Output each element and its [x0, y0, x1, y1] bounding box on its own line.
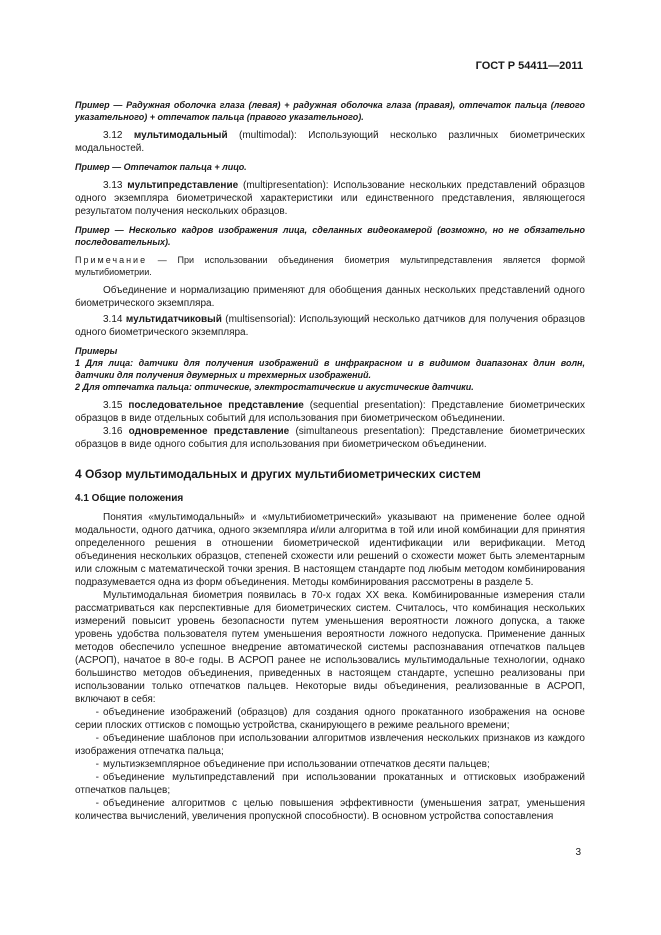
term-text: (multipresentation): Использование нескольких представлений образцов одного экземпляра биометрической характеристики или единственного представления, являющегося результатом получения нескольких образцов.: [75, 180, 585, 217]
note-label: Примечание: [75, 255, 148, 265]
term-name: мультидатчиковый: [125, 314, 222, 325]
example-text: Пример — Радужная оболочка глаза (левая) + радужная оболочка глаза (правая), отпечаток пальца (левого указательного) + отпечаток пальца (правого указательного).: [75, 100, 585, 122]
note-text: — При использовании объединения биометрия мультипредставления является формой мультибиометрии.: [75, 255, 585, 277]
list-item-text: объединение шаблонов при использовании алгоритмов извлечения нескольких признаков из каждого изображения отпечатка пальца;: [75, 733, 585, 757]
list-dash: -: [95, 798, 99, 809]
example-text: Пример — Отпечаток пальца + лицо.: [75, 162, 247, 172]
list-dash: -: [95, 772, 99, 783]
paragraph: Мультимодальная биометрия появилась в 70-х годах XX века. Комбинированные измерения стали рассматриваться как перспективные для биометрических систем. Считалось, что комбинация нескольких измерений повысит уровень безопасности путем уменьшения вероятности ложного допуска, а также уровень удобства пользователя путем уменьшения вероятности ложного недопуска. Применение данных методов обеспечило успешное внедрение автоматической системы распознавания отпечатков пальцев (АСРОП), начатое в 80-е годы. В АСРОП ранее не использовались мультимодальные технологии, однако большинство методов объединения, приведенных в настоящем стандарте, успешно реализованы при использовании только отпечатков пальцев. Некоторые виды объединения, реализованные в АСРОП, включают в себя:: [75, 590, 585, 705]
term-name: мультипредставление: [127, 180, 239, 191]
page-number: 3: [575, 847, 581, 858]
term-definition-3-16: [75, 425, 585, 451]
term-number: 3.16: [103, 426, 123, 437]
term-text: (sequential presentation): Представление биометрических образцов в виде отдельных событий для использования при биометрическом объединении.: [75, 400, 585, 424]
paragraph: Объединение и нормализацию применяют для обобщения данных нескольких представлений одного биометрического экземпляра.: [75, 285, 585, 309]
term-number: 3.12: [103, 130, 123, 141]
term-definition-3-12: [75, 129, 585, 155]
example-item: 1 Для лица: датчики для получения изображений в инфракрасном и в видимом диапазонах длин волн, датчики для получения двумерных и трехмерных изображений.: [75, 358, 585, 380]
list-item-text: объединение мультипредставлений при использовании прокатанных и оттисковых изображений отпечатков пальцев;: [75, 772, 585, 796]
term-name: одновременное представление: [128, 426, 290, 437]
term-definition-3-14: [75, 313, 585, 339]
example-item: 2 Для отпечатка пальца: оптические, электростатические и акустические датчики.: [75, 382, 474, 392]
list-dash: -: [95, 759, 99, 770]
subsection-heading: 4.1 Общие положения: [75, 493, 184, 504]
term-number: 3.15: [103, 400, 123, 411]
list-item: [75, 758, 585, 771]
list-item: [75, 771, 585, 797]
term-text: (multisensorial): Использующий несколько датчиков для получения образцов одного биометрического экземпляра.: [75, 314, 586, 338]
list-item-text: объединение изображений (образцов) для создания одного прокатанного изображения на основе серии плоских оттисков с помощью устройства, сканирующего в режиме реального времени;: [75, 707, 585, 731]
list-dash: -: [95, 707, 99, 718]
list-item-text: объединение алгоритмов с целью повышения эффективности (уменьшения затрат, уменьшения количества вычислений, увеличения пропускной способности). В основном устройства сопоставления: [75, 798, 585, 822]
term-name: мультимодальный: [133, 130, 228, 141]
bullet-list: [75, 706, 585, 823]
note: [75, 254, 585, 278]
term-name: последовательное представление: [128, 400, 304, 411]
list-item: [75, 732, 585, 758]
term-definition-3-13: [75, 179, 585, 218]
term-definition-3-15: [75, 399, 585, 425]
term-text: (multimodal): Использующий несколько различных биометрических модальностей.: [75, 130, 586, 154]
term-number: 3.14: [103, 314, 123, 325]
section-heading: 4 Обзор мультимодальных и других мультибиометрических систем: [75, 467, 481, 481]
standard-number: ГОСТ Р 54411—2011: [475, 60, 583, 72]
term-text: (simultaneous presentation): Представление биометрических образцов в виде одного события для использования при биометрическом объединении.: [75, 426, 586, 450]
list-item-text: мультиэкземплярное объединение при использовании отпечатков десяти пальцев;: [103, 759, 490, 770]
list-item: [75, 797, 585, 823]
example-text: Пример — Несколько кадров изображения лица, сделанных видеокамерой (возможно, но не обязательно последовательных).: [75, 225, 585, 247]
list-item: [75, 706, 585, 732]
paragraph: Понятия «мультимодальный» и «мультибиометрический» указывают на применение более одной модальности, одного датчика, одного экземпляра и/или алгоритма в той или иной комбинации для принятия определенного решения в отношении биометрической идентификации или верификации. Метод объединения нескольких образцов, степеней схожести или решений о схожести может быть элементарным или сложным с математической точки зрения. В настоящем стандарте под любым методом комбинирования подразумевается одна из форм объединения. Методы комбинирования рассмотрены в разделе 5.: [75, 512, 585, 588]
examples-list: [75, 345, 585, 393]
page-content: [75, 99, 585, 823]
term-number: 3.13: [103, 180, 123, 191]
list-dash: -: [95, 733, 99, 744]
examples-heading: Примеры: [75, 346, 118, 356]
